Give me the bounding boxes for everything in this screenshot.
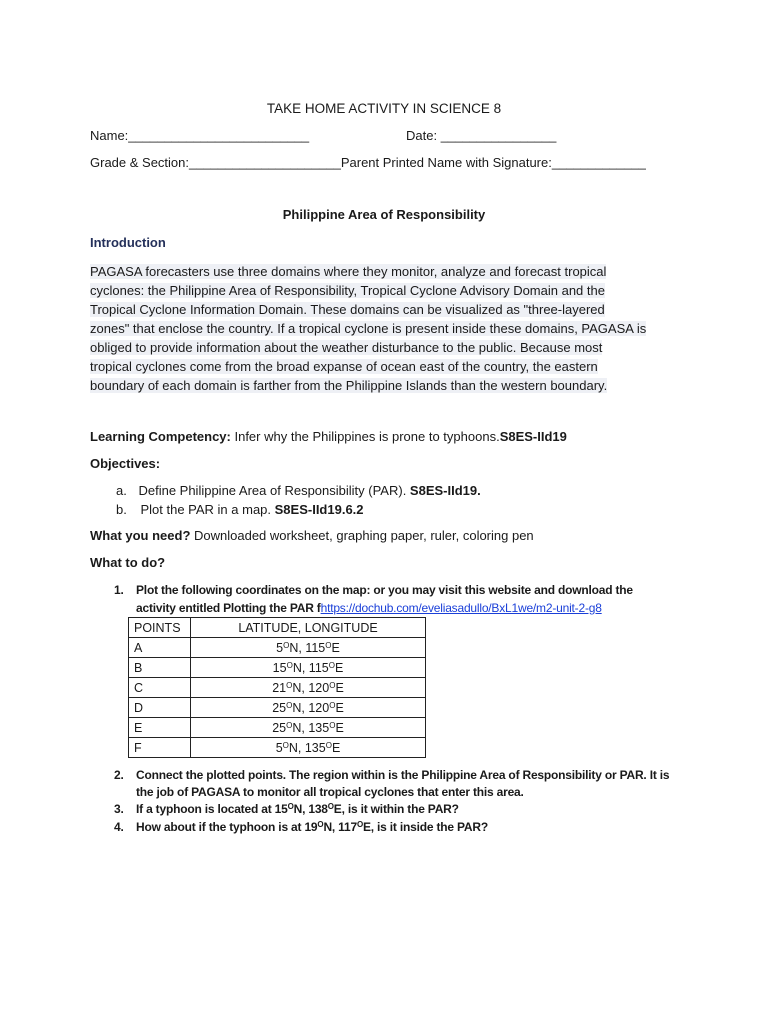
objective-marker: a. <box>116 483 127 498</box>
coordinate-cell: $25^ON$, $135^OE$ <box>191 718 426 738</box>
objective-code: S8ES-IId19.6.2 <box>274 502 364 517</box>
step-2-line-1: Connect the plotted points. The region within is the Philippine Area of Responsibility or PAR. It is <box>136 768 670 782</box>
date-label: Date: <box>406 128 438 143</box>
step-3-text: If a typhoon is located at $15^ON$, $138^OE$, is it within the PAR? <box>136 802 459 816</box>
table-row <box>129 638 426 658</box>
intro-line: tropical cyclones come from the broad expanse of ocean east of the country, the eastern <box>90 359 598 374</box>
step-2-number: 2. <box>114 768 124 782</box>
parent-blank[interactable]: _____________ <box>551 155 646 170</box>
needs-label: What you need? <box>90 528 191 543</box>
coordinate-cell: $5^ON$, $115^OE$ <box>191 638 426 658</box>
coordinates-table <box>128 617 426 758</box>
coordinate-cell: $25^ON$, $120^OE$ <box>191 698 426 718</box>
step-1-line-1: Plot the following coordinates on the map: or you may visit this website and download the <box>136 583 633 597</box>
name-line <box>90 128 309 143</box>
date-blank[interactable]: ________________ <box>440 128 557 143</box>
intro-line: boundary of each domain is farther from the Philippine Islands than the western boundary. <box>90 378 608 393</box>
competency-label: Learning Competency: <box>90 429 231 444</box>
what-you-need <box>90 528 534 543</box>
point-cell: B <box>129 658 191 678</box>
learning-competency <box>90 429 567 444</box>
intro-line: Tropical Cyclone Information Domain. These domains can be visualized as "three-layered <box>90 302 605 317</box>
coordinate-cell: $5^ON$, $135^OE$ <box>191 738 426 758</box>
section-title: Philippine Area of Responsibility <box>282 207 486 222</box>
name-label: Name: <box>90 128 129 143</box>
objective-code: S8ES-IId19. <box>409 483 481 498</box>
objective-text: Define Philippine Area of Responsibility (PAR). <box>138 483 410 498</box>
date-line <box>406 128 556 143</box>
step-3-number: 3. <box>114 802 124 816</box>
coordinate-cell: $15^ON$, $115^OE$ <box>191 658 426 678</box>
intro-line: obliged to provide information about the weather disturbance to the public. Because most <box>90 340 603 355</box>
objective-marker: b. <box>116 502 127 517</box>
table-row <box>129 718 426 738</box>
grade-parent-line <box>90 155 646 170</box>
intro-line: PAGASA forecasters use three domains where they monitor, analyze and forecast tropical <box>90 264 607 279</box>
table-row <box>129 738 426 758</box>
needs-text: Downloaded worksheet, graphing paper, ruler, coloring pen <box>190 528 534 543</box>
lat-long-header: LATITUDE, LONGITUDE <box>191 618 426 638</box>
table-row <box>129 678 426 698</box>
objectives-heading: Objectives: <box>90 456 161 471</box>
step-1-text: activity entitled Plotting the PAR f <box>136 601 321 615</box>
points-header: POINTS <box>129 618 191 638</box>
competency-code: S8ES-IId19 <box>499 429 567 444</box>
point-cell: E <box>129 718 191 738</box>
step-4-number: 4. <box>114 820 124 834</box>
step-2-line-2: the job of PAGASA to monitor all tropical cyclones that enter this area. <box>136 785 524 799</box>
step-1-line-2 <box>136 601 602 615</box>
coordinate-cell: $21^ON$, $120^OE$ <box>191 678 426 698</box>
grade-label: Grade & Section: <box>90 155 189 170</box>
what-to-do-heading: What to do? <box>90 555 166 570</box>
table-header-row <box>129 618 426 638</box>
point-cell: A <box>129 638 191 658</box>
intro-line: cyclones: the Philippine Area of Responsibility, Tropical Cyclone Advisory Domain and the <box>90 283 605 298</box>
point-cell: D <box>129 698 191 718</box>
point-cell: C <box>129 678 191 698</box>
introduction-heading: Introduction <box>90 235 166 250</box>
objective-item <box>116 502 364 517</box>
dochub-link[interactable]: https://dochub.com/eveliasadullo/BxL1we/m2-unit-2-g8 <box>320 601 602 615</box>
introduction-paragraph <box>90 262 658 395</box>
document-title: TAKE HOME ACTIVITY IN SCIENCE 8 <box>266 101 502 116</box>
point-cell: F <box>129 738 191 758</box>
competency-text: Infer why the Philippines is prone to typhoons. <box>230 429 500 444</box>
name-blank[interactable]: _________________________ <box>128 128 310 143</box>
table-row <box>129 698 426 718</box>
objective-text: Plot the PAR in a map. <box>140 502 275 517</box>
parent-label: Parent Printed Name with Signature: <box>340 155 552 170</box>
table-row <box>129 658 426 678</box>
step-4-text: How about if the typhoon is at $19^ON$, $117^OE$, is it inside the PAR? <box>136 820 488 834</box>
intro-line: zones" that enclose the country. If a tropical cyclone is present inside these domains, PAGASA is <box>90 321 647 336</box>
step-1-number: 1. <box>114 583 124 597</box>
grade-blank[interactable]: _____________________ <box>189 155 341 170</box>
objective-item <box>116 483 481 498</box>
